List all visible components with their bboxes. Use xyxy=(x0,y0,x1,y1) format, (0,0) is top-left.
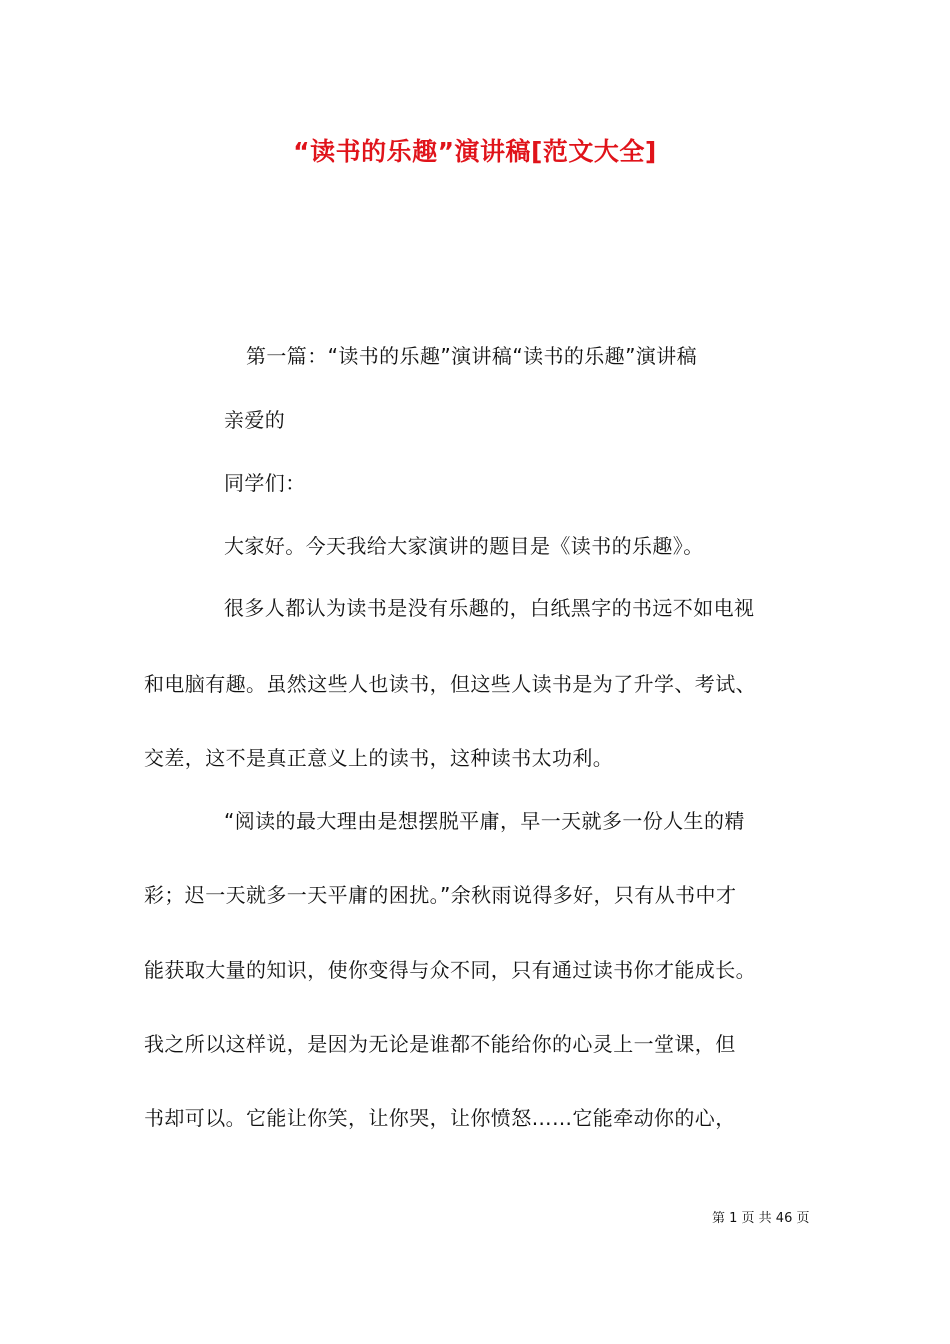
paragraph-line: 彩；迟一天就多一天平庸的困扰。”余秋雨说得多好，只有从书中才 xyxy=(144,883,737,907)
salutation-line: 同学们： xyxy=(224,471,306,495)
paragraph-line: 交差，这不是真正意义上的读书，这种读书太功利。 xyxy=(144,746,614,770)
document-title: “读书的乐趣”演讲稿[范文大全] xyxy=(293,137,657,166)
paragraph-line: 很多人都认为读书是没有乐趣的，白纸黑字的书远不如电视 xyxy=(224,596,755,620)
page-number-footer: 第 1 页 共 46 页 xyxy=(712,1211,810,1226)
salutation-line: 亲爱的 xyxy=(224,408,286,432)
paragraph-line: 能获取大量的知识，使你变得与众不同，只有通过读书你才能成长。 xyxy=(144,958,756,982)
paragraph-line: 我之所以这样说，是因为无论是谁都不能给你的心灵上一堂课，但 xyxy=(144,1032,736,1056)
section-heading: 第一篇：“读书的乐趣”演讲稿“读书的乐趣”演讲稿 xyxy=(246,344,698,368)
paragraph-line: 书却可以。它能让你笑，让你哭，让你愤怒……它能牵动你的心， xyxy=(144,1106,736,1130)
paragraph-line: 和电脑有趣。虽然这些人也读书，但这些人读书是为了升学、考试、 xyxy=(144,672,756,696)
paragraph-line: “阅读的最大理由是想摆脱平庸，早一天就多一份人生的精 xyxy=(224,809,745,833)
paragraph-line: 大家好。今天我给大家演讲的题目是《读书的乐趣》。 xyxy=(224,534,704,558)
